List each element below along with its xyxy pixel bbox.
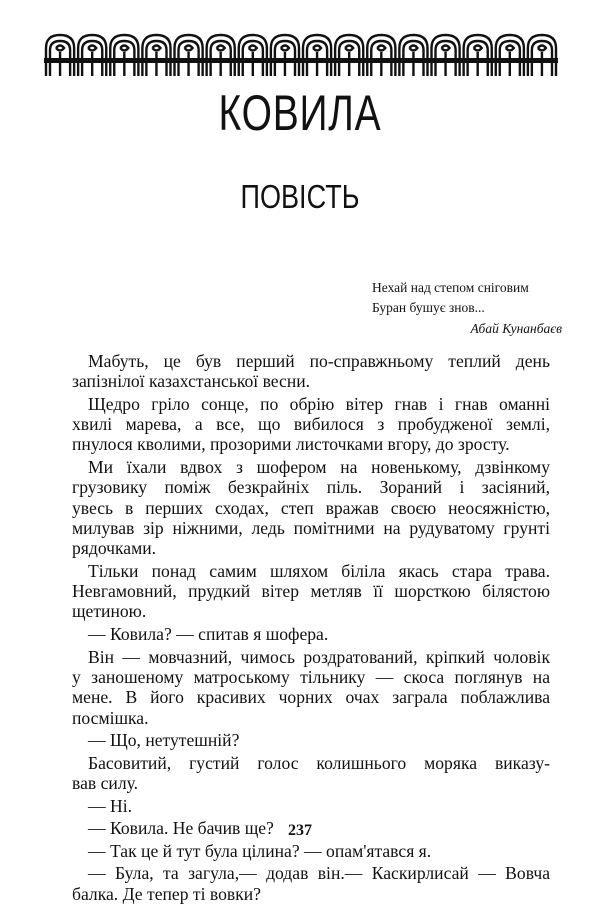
- text-line: Він — мовчазний, чимось роздратований, кріпкий чоловік: [88, 646, 550, 667]
- text-line: — Ні.: [88, 795, 132, 816]
- text-line: Щедро гріло сонце, по обрію вітер гнав і гнав оманні: [88, 393, 550, 414]
- text-line: Мабуть, це був перший по-справжньому теплий день: [88, 351, 550, 371]
- epigraph-line: Буран бушує знов...: [372, 300, 485, 315]
- text-line: милував зір ніжними, ледь помітними на рудуватому грунті: [72, 517, 550, 538]
- paragraph: [72, 394, 550, 455]
- text-line: щетиною.: [72, 601, 147, 622]
- paragraph: [72, 730, 550, 750]
- text-line: посмішка.: [72, 707, 149, 728]
- paragraph: [72, 647, 550, 728]
- page-title: КОВИЛА: [218, 85, 382, 141]
- text-line: грузовику поміж безкрайніх піль. Зораний і засіяний,: [72, 477, 550, 498]
- paragraph: [72, 841, 550, 861]
- paragraph: [72, 753, 550, 794]
- epigraph-line: Нехай над степом сніговим: [372, 280, 529, 295]
- text-line: увесь в перших сходах, степ вражав своєю неосяжністю,: [72, 497, 550, 518]
- text-line: Невгамовний, прудкий вітер метляв її шорсткою білястою: [72, 581, 550, 602]
- text-line: — Ковила. Не бачив ще?: [88, 818, 274, 839]
- paragraph: [72, 561, 550, 622]
- text-line: Ми їхали вдвох з шофером на новенькому, дзвінкому: [88, 457, 550, 478]
- text-line: Басовитий, густий голос колишнього моряка виказу-: [88, 752, 550, 773]
- paragraph: [72, 457, 550, 558]
- text-line: балка. Де тепер ті вовки?: [72, 883, 261, 904]
- text-line: хвилі марева, а все, що вибилося з пробудженої землі,: [72, 414, 550, 435]
- paragraph: [72, 351, 550, 392]
- text-line: — Так це й тут була цілина? — опам'ятався я.: [88, 840, 432, 861]
- text-line: — Ковила? — спитав я шофера.: [88, 624, 329, 645]
- epigraph: [372, 278, 568, 339]
- page-subtitle: ПОВІСТЬ: [240, 178, 360, 215]
- text-line: запізнілої казахстанської весни.: [72, 371, 311, 392]
- text-line: мене. В його красивих чорних очах заграла поблажлива: [72, 687, 550, 708]
- epigraph-author: Абай Кунанбаєв: [470, 321, 562, 336]
- text-line: у заношеному матроському тільнику — скоса поглянув на: [72, 666, 550, 687]
- text-line: пнулося кволими, прозорими листочками вгору, до зросту.: [72, 434, 510, 455]
- text-line: Тільки понад самим шляхом біліла якась стара трава.: [88, 560, 550, 581]
- page-number: 237: [288, 822, 312, 839]
- folk-pattern-border-icon: [44, 32, 558, 78]
- text-line: вав силу.: [72, 773, 139, 794]
- paragraph: [72, 624, 550, 644]
- paragraph: [72, 796, 550, 816]
- text-line: — Що, нетутешній?: [88, 730, 240, 751]
- paragraph: [72, 863, 550, 904]
- text-line: рядочками.: [72, 538, 157, 559]
- text-line: — Була, та загула,— додав він.— Каскирлисай — Вовча: [88, 863, 550, 884]
